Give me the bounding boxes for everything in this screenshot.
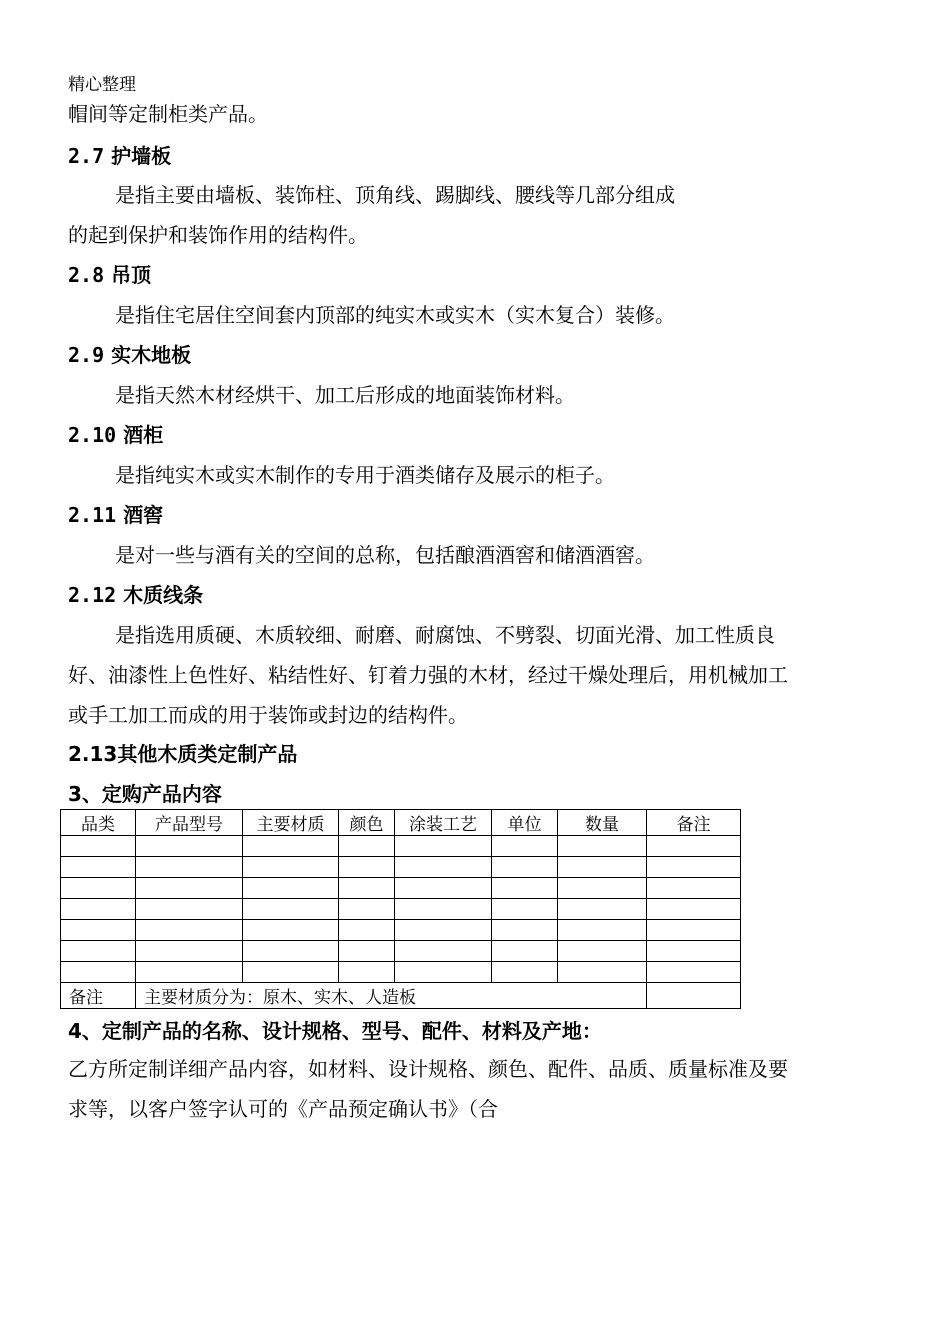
body-text: 或手工加工而成的用于装饰或封边的结构件。 <box>68 703 468 727</box>
table-cell <box>339 941 395 962</box>
table-cell <box>647 836 741 857</box>
body-text: 是指选用质硬、木质较细、耐磨、耐腐蚀、不劈裂、切面光滑、加工性质良 <box>115 623 775 647</box>
order-table <box>60 809 741 1009</box>
body-text: 好、油漆性上色性好、粘结性好、钉着力强的木材，经过干燥处理后，用机械加工 <box>68 663 788 687</box>
table-cell <box>243 899 339 920</box>
table-cell <box>647 878 741 899</box>
table-cell <box>136 857 243 878</box>
table-cell <box>395 941 492 962</box>
table-cell <box>61 962 136 983</box>
note-label: 备注 <box>61 983 136 1009</box>
table-body <box>61 836 741 983</box>
body-text: 求等，以客户签字认可的《产品预定确认书》（合 <box>68 1097 498 1121</box>
section-title: 酒窖 <box>123 503 164 527</box>
section-number: 2.7 <box>68 144 105 168</box>
section-number: 2.10 <box>68 423 117 447</box>
table-cell <box>136 962 243 983</box>
table-cell <box>492 836 558 857</box>
column-header: 产品型号 <box>136 810 243 836</box>
section-heading-2-7 <box>68 140 171 169</box>
section-number: 2.12 <box>68 583 117 607</box>
table-cell <box>492 941 558 962</box>
table-cell <box>395 962 492 983</box>
section-title: 实木地板 <box>111 343 192 367</box>
table-cell <box>339 899 395 920</box>
table-cell <box>339 836 395 857</box>
section-number: 2.8 <box>68 263 105 287</box>
column-header: 品类 <box>61 810 136 836</box>
table-note-row <box>61 983 741 1009</box>
table-cell <box>339 857 395 878</box>
column-header: 主要材质 <box>243 810 339 836</box>
table-cell <box>136 941 243 962</box>
table-row <box>61 941 741 962</box>
column-header: 单位 <box>492 810 558 836</box>
note-text: 主要材质分为：原木、实木、人造板 <box>136 983 647 1009</box>
table-cell <box>647 941 741 962</box>
table-cell <box>558 899 647 920</box>
section-title: 酒柜 <box>123 423 164 447</box>
table-cell <box>243 857 339 878</box>
table-cell <box>61 857 136 878</box>
table-cell <box>61 941 136 962</box>
table-cell <box>492 920 558 941</box>
body-text: 是指纯实木或实木制作的专用于酒类储存及展示的柜子。 <box>115 463 615 487</box>
table-cell <box>558 836 647 857</box>
table-cell <box>61 878 136 899</box>
table-cell <box>61 920 136 941</box>
table-cell <box>61 899 136 920</box>
section-heading-2-9 <box>68 339 191 368</box>
table-cell <box>647 899 741 920</box>
section-title: 木质线条 <box>123 583 204 607</box>
table-cell <box>339 878 395 899</box>
table-cell <box>395 857 492 878</box>
section-heading-2-8 <box>68 259 151 288</box>
table-cell <box>395 878 492 899</box>
section-heading-2-12 <box>68 579 203 608</box>
table-row <box>61 920 741 941</box>
column-header: 颜色 <box>339 810 395 836</box>
body-text: 是对一些与酒有关的空间的总称，包括酿酒酒窖和储酒酒窖。 <box>115 543 655 567</box>
table-cell <box>136 920 243 941</box>
table-cell <box>339 920 395 941</box>
table-cell <box>243 962 339 983</box>
body-text: 是指主要由墙板、装饰柱、顶角线、踢脚线、腰线等几部分组成 <box>115 183 675 207</box>
table-cell <box>492 899 558 920</box>
table-row <box>61 899 741 920</box>
section-heading-2-10 <box>68 419 163 448</box>
body-text: 乙方所定制详细产品内容，如材料、设计规格、颜色、配件、品质、质量标准及要 <box>68 1057 788 1081</box>
table-row <box>61 878 741 899</box>
table-cell <box>647 962 741 983</box>
table-row <box>61 857 741 878</box>
table-cell <box>492 878 558 899</box>
table-cell <box>558 857 647 878</box>
table-row <box>61 836 741 857</box>
table-cell <box>558 962 647 983</box>
table-row <box>61 962 741 983</box>
table-cell <box>558 878 647 899</box>
table-cell <box>136 836 243 857</box>
section-number: 2.9 <box>68 343 105 367</box>
section-heading-3: 3、定购产品内容 <box>68 782 222 806</box>
table-cell <box>492 962 558 983</box>
table-cell <box>339 962 395 983</box>
column-header: 数量 <box>558 810 647 836</box>
table-cell <box>395 899 492 920</box>
column-header: 涂装工艺 <box>395 810 492 836</box>
body-text: 帽间等定制柜类产品。 <box>68 102 268 126</box>
body-text: 的起到保护和装饰作用的结构件。 <box>68 223 368 247</box>
table-cell <box>647 920 741 941</box>
table-cell <box>243 941 339 962</box>
section-number: 2.11 <box>68 503 117 527</box>
table-cell <box>395 920 492 941</box>
table-cell <box>61 836 136 857</box>
table-cell <box>647 983 741 1009</box>
table-header-row <box>61 810 741 836</box>
section-heading-2-11 <box>68 499 163 528</box>
table-cell <box>558 941 647 962</box>
table-cell <box>136 899 243 920</box>
column-header: 备注 <box>647 810 741 836</box>
section-heading-4: 4、定制产品的名称、设计规格、型号、配件、材料及产地： <box>68 1019 602 1043</box>
table-cell <box>647 857 741 878</box>
table-cell <box>136 878 243 899</box>
table-cell <box>492 857 558 878</box>
section-title: 护墙板 <box>111 144 172 168</box>
table-cell <box>243 878 339 899</box>
page-header: 精心整理 <box>68 75 136 95</box>
table-cell <box>243 836 339 857</box>
body-text: 是指天然木材经烘干、加工后形成的地面装饰材料。 <box>115 383 575 407</box>
section-title: 吊顶 <box>111 263 152 287</box>
table-cell <box>558 920 647 941</box>
table-cell <box>243 920 339 941</box>
table-cell <box>395 836 492 857</box>
section-heading-2-13: 2.13其他木质类定制产品 <box>68 742 298 766</box>
body-text: 是指住宅居住空间套内顶部的纯实木或实木（实木复合）装修。 <box>115 303 675 327</box>
